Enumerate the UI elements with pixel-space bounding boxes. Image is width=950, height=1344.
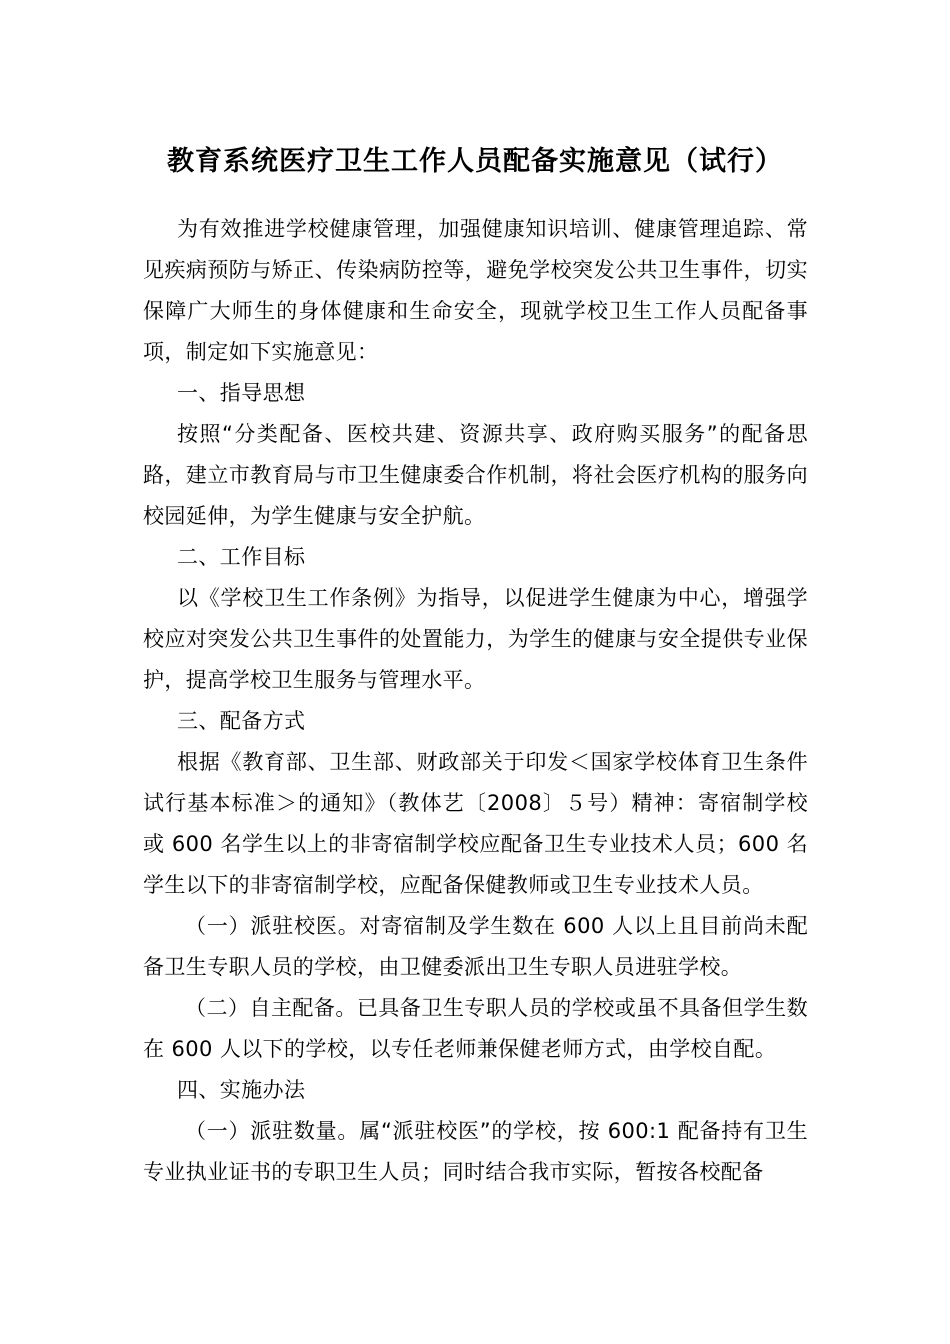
staffing-method-paragraph: 根据《教育部、卫生部、财政部关于印发＜国家学校体育卫生条件试行基本标准＞的通知》（教体艺〔2008〕５号）精神：寄宿制学校或 600 名学生以上的非寄宿制学校应配备卫生专业技术人员；600 名学生以下的非寄宿制学校，应配备保健教师或卫生专业技术人员。 bbox=[143, 750, 808, 897]
work-goals-paragraph: 以《学校卫生工作条例》为指导，以促进学生健康为中心，增强学校应对突发公共卫生事件的处置能力，为学生的健康与安全提供专业保护，提高学校卫生服务与管理水平。 bbox=[143, 586, 808, 692]
intro-paragraph: 为有效推进学校健康管理，加强健康知识培训、健康管理追踪、常见疾病预防与矫正、传染病防控等，避免学校突发公共卫生事件，切实保障广大师生的身体健康和生命安全，现就学校卫生工作人员配备事项，制定如下实施意见： bbox=[143, 217, 808, 364]
document-body bbox=[143, 209, 808, 1193]
section-heading-staffing-method: 三、配备方式 bbox=[177, 709, 306, 733]
section-heading-work-goals: 二、工作目标 bbox=[177, 545, 306, 569]
staffing-item-dispatched-doctors: （一）派驻校医。对寄宿制及学生数在 600 人以上且目前尚未配备卫生专职人员的学校，由卫健委派出卫生专职人员进驻学校。 bbox=[143, 914, 808, 979]
section-heading-implementation: 四、实施办法 bbox=[177, 1078, 306, 1102]
implementation-item-dispatch-quantity: （一）派驻数量。属“派驻校医”的学校，按 600:1 配备持有卫生专业执业证书的专职卫生人员；同时结合我市实际，暂按各校配备 bbox=[143, 1119, 808, 1184]
section-heading-guiding-thought: 一、指导思想 bbox=[177, 381, 306, 405]
staffing-item-self-staffing: （二）自主配备。已具备卫生专职人员的学校或虽不具备但学生数在 600 人以下的学校，以专任老师兼保健老师方式，由学校自配。 bbox=[143, 996, 808, 1061]
document-title: 教育系统医疗卫生工作人员配备实施意见（试行） bbox=[167, 146, 783, 177]
guiding-thought-paragraph: 按照“分类配备、医校共建、资源共享、政府购买服务”的配备思路，建立市教育局与市卫生健康委合作机制，将社会医疗机构的服务向校园延伸，为学生健康与安全护航。 bbox=[143, 422, 808, 528]
